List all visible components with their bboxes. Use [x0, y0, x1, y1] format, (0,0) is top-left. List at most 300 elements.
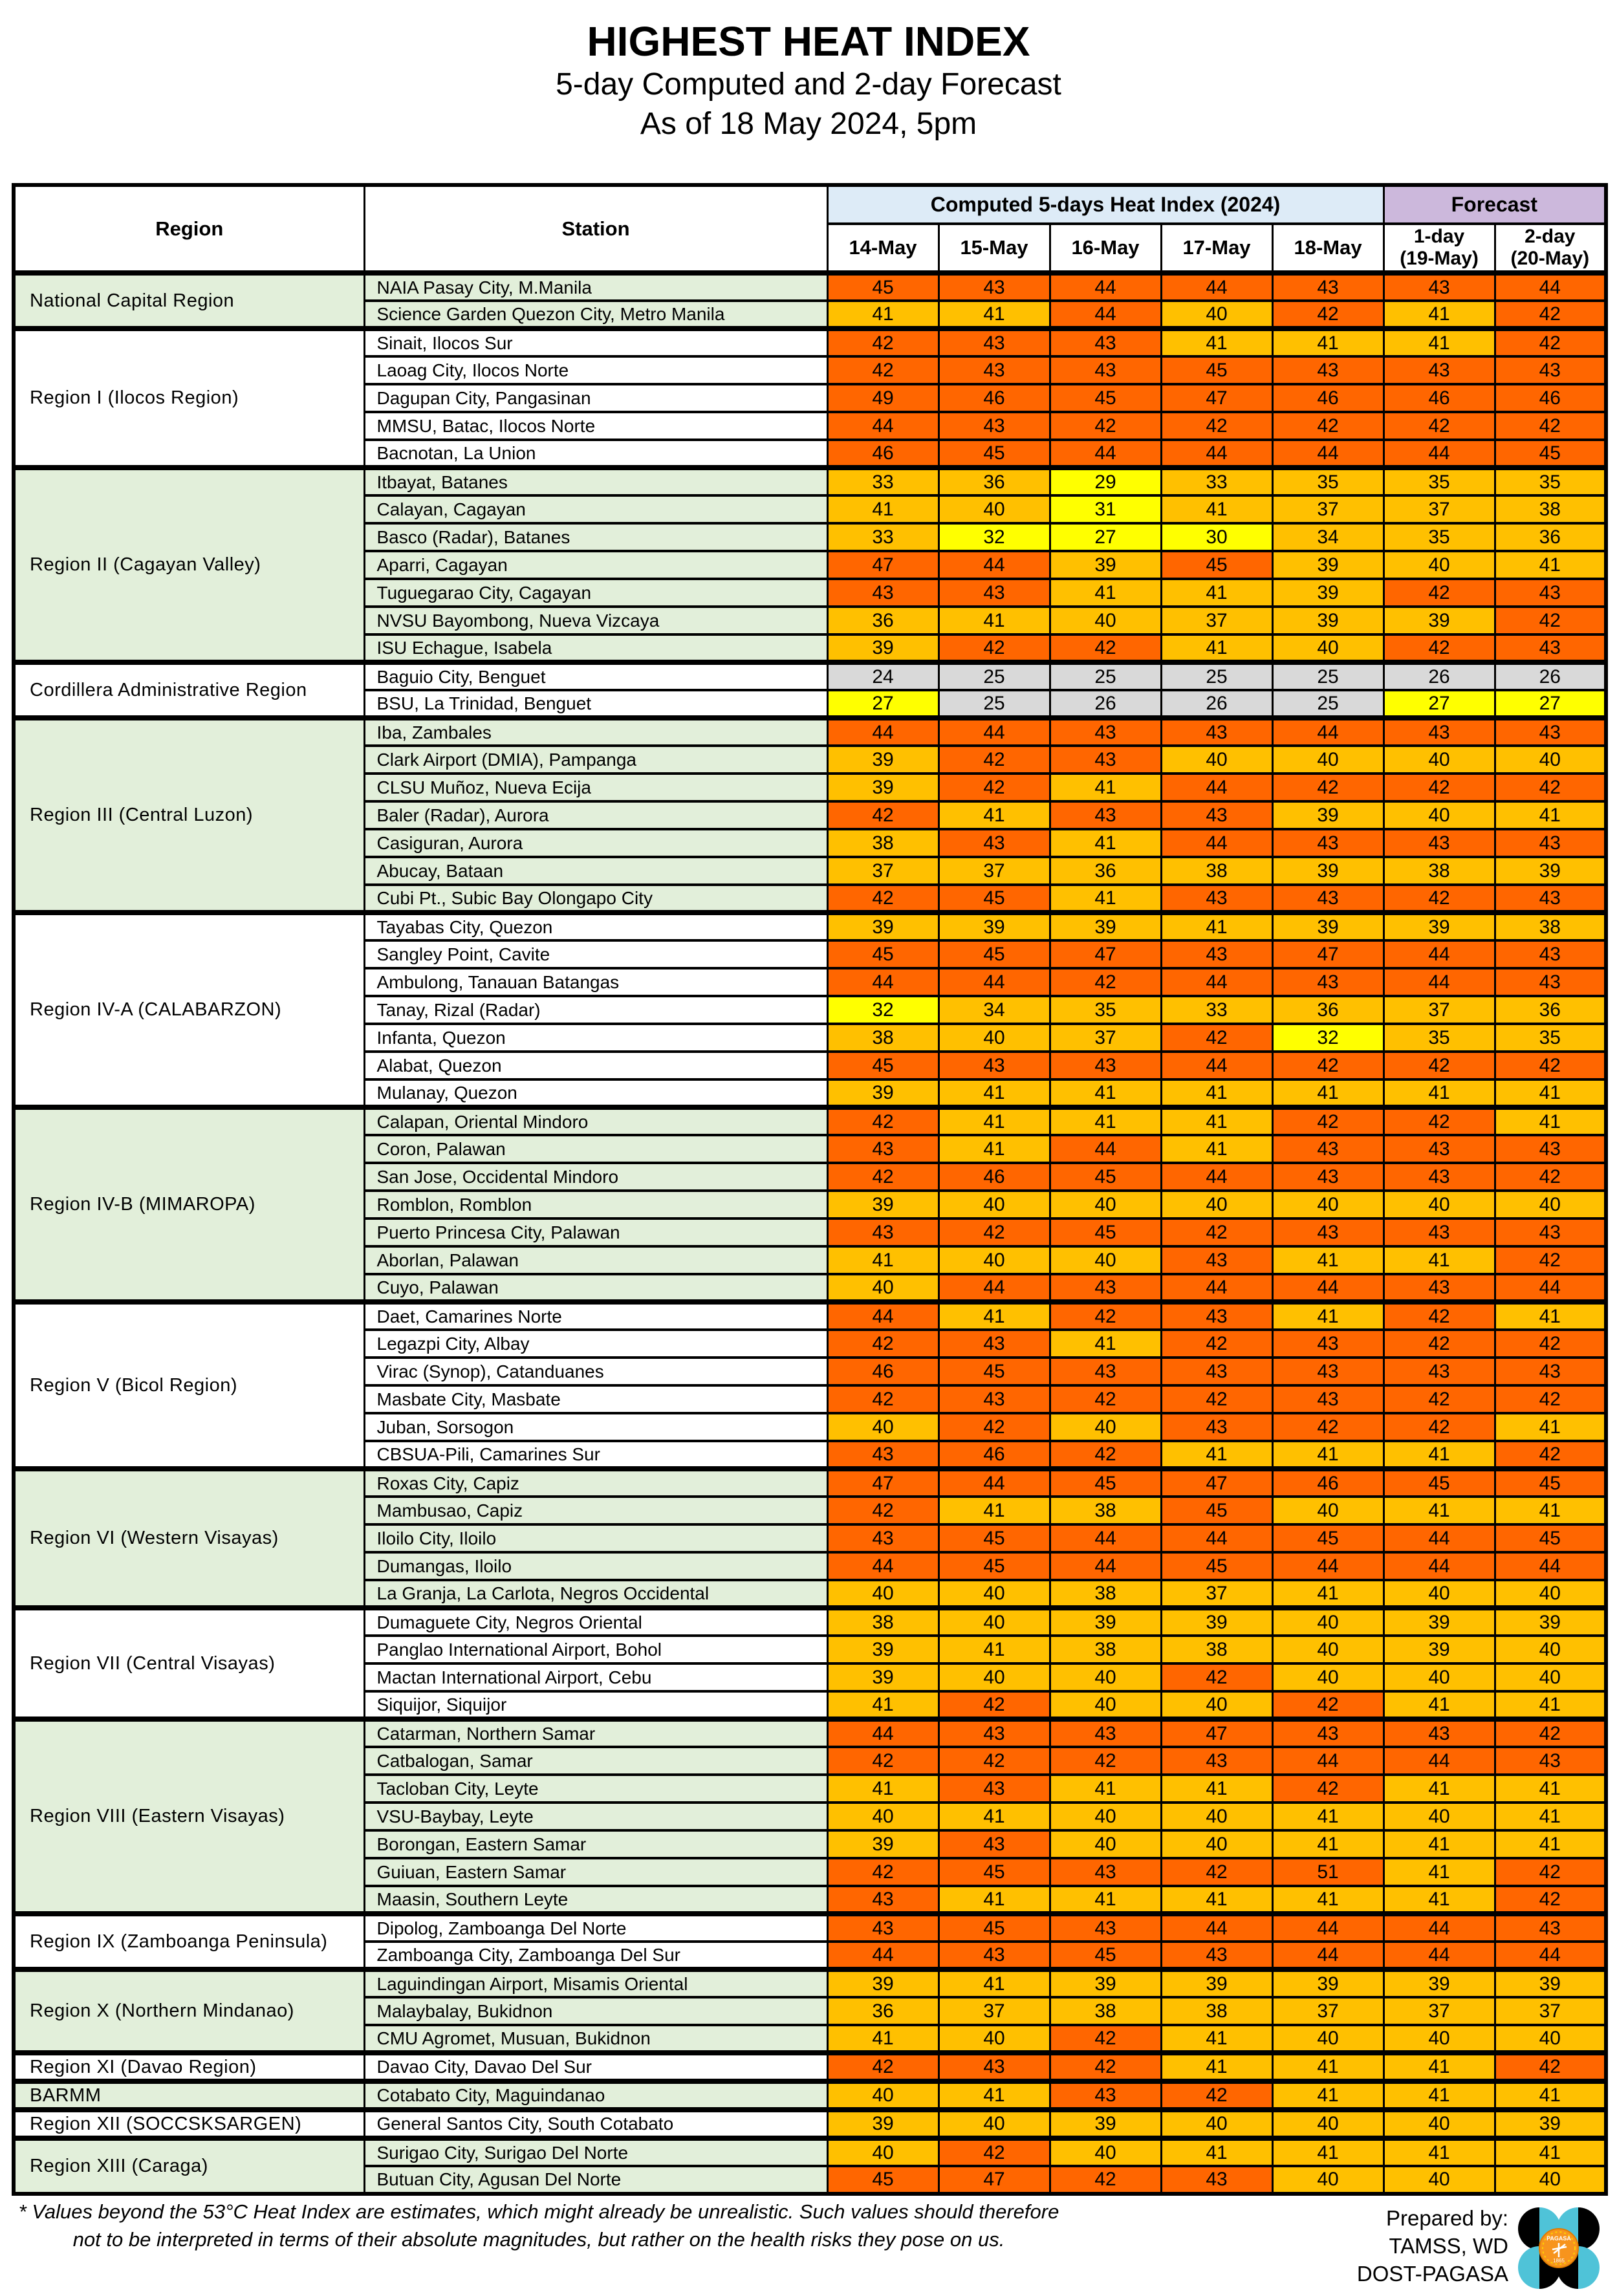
station-cell: Abucay, Bataan — [364, 857, 827, 885]
heat-index-value-cell: 41 — [1384, 1775, 1495, 1803]
station-cell: Laguindingan Airport, Misamis Oriental — [364, 1969, 827, 1997]
heat-index-value-cell: 46 — [1272, 384, 1384, 412]
table-row — [14, 1914, 1606, 1942]
table-row — [14, 2138, 1606, 2166]
heat-index-value-cell: 40 — [827, 1413, 939, 1441]
heat-index-value-cell: 43 — [1272, 356, 1384, 384]
prepared-by-block — [1120, 2204, 1508, 2288]
heat-index-value-cell: 47 — [827, 1469, 939, 1497]
heat-index-value-cell: 44 — [1050, 301, 1161, 329]
heat-index-value-cell: 44 — [1495, 1942, 1606, 1969]
station-cell: Basco (Radar), Batanes — [364, 523, 827, 551]
heat-index-value-cell: 43 — [1050, 718, 1161, 746]
heat-index-value-cell: 40 — [1272, 1663, 1384, 1691]
heat-index-value-cell: 39 — [1495, 2110, 1606, 2138]
heat-index-value-cell: 41 — [939, 2081, 1050, 2110]
heat-index-value-cell: 40 — [1050, 1413, 1161, 1441]
heat-index-value-cell: 41 — [1050, 1775, 1161, 1803]
heat-index-value-cell: 43 — [1495, 968, 1606, 996]
heat-index-value-cell: 25 — [939, 690, 1050, 718]
heat-index-value-cell: 41 — [939, 1302, 1050, 1330]
station-cell: NAIA Pasay City, M.Manila — [364, 273, 827, 301]
station-cell: Calapan, Oriental Mindoro — [364, 1107, 827, 1135]
heat-index-value-cell: 40 — [1272, 1497, 1384, 1524]
heat-index-value-cell: 41 — [939, 301, 1050, 329]
region-cell: Cordillera Administrative Region — [14, 662, 364, 718]
station-cell: Mactan International Airport, Cebu — [364, 1663, 827, 1691]
heat-index-value-cell: 41 — [1272, 1079, 1384, 1107]
heat-index-value-cell: 40 — [1495, 1663, 1606, 1691]
station-cell: Baguio City, Benguet — [364, 662, 827, 690]
heat-index-value-cell: 40 — [1384, 801, 1495, 829]
table-row — [14, 1469, 1606, 1497]
heat-index-value-cell: 41 — [827, 1775, 939, 1803]
heat-index-value-cell: 42 — [1272, 774, 1384, 801]
heat-index-value-cell: 43 — [1161, 885, 1272, 913]
heat-index-value-cell: 41 — [1272, 1246, 1384, 1274]
heat-index-value-cell: 39 — [1384, 1969, 1495, 1997]
heat-index-value-cell: 37 — [1384, 996, 1495, 1024]
heat-index-value-cell: 44 — [827, 1552, 939, 1580]
heat-index-value-cell: 41 — [1495, 1830, 1606, 1858]
heat-index-value-cell: 44 — [1272, 1914, 1384, 1942]
station-cell: San Jose, Occidental Mindoro — [364, 1163, 827, 1191]
heat-index-value-cell: 39 — [827, 913, 939, 940]
heat-index-value-cell: 45 — [939, 1914, 1050, 1942]
as-of-date: As of 18 May 2024, 5pm — [640, 107, 977, 141]
heat-index-value-cell: 44 — [1272, 1747, 1384, 1775]
heat-index-value-cell: 44 — [1384, 940, 1495, 968]
heat-index-value-cell: 44 — [1161, 1524, 1272, 1552]
station-column-header: Station — [364, 185, 827, 273]
date-header-15may: 15-May — [939, 224, 1050, 273]
heat-index-value-cell: 42 — [939, 1413, 1050, 1441]
heat-index-value-cell: 41 — [1272, 1580, 1384, 1608]
heat-index-value-cell: 36 — [1495, 523, 1606, 551]
station-cell: Baler (Radar), Aurora — [364, 801, 827, 829]
heat-index-value-cell: 40 — [939, 1191, 1050, 1218]
heat-index-value-cell: 41 — [1495, 1497, 1606, 1524]
region-cell: Region XII (SOCCSKSARGEN) — [14, 2110, 364, 2138]
heat-index-value-cell: 42 — [1272, 301, 1384, 329]
station-cell: Dipolog, Zamboanga Del Norte — [364, 1914, 827, 1942]
table-row — [14, 1969, 1606, 1997]
heat-index-value-cell: 47 — [1050, 940, 1161, 968]
heat-index-value-cell: 40 — [1161, 746, 1272, 774]
heat-index-value-cell: 43 — [939, 329, 1050, 356]
heat-index-value-cell: 42 — [1495, 301, 1606, 329]
heat-index-value-cell: 41 — [827, 1246, 939, 1274]
table-row — [14, 1107, 1606, 1135]
heat-index-value-cell: 41 — [939, 1107, 1050, 1135]
station-cell: BSU, La Trinidad, Benguet — [364, 690, 827, 718]
heat-index-value-cell: 39 — [827, 1636, 939, 1663]
heat-index-value-cell: 40 — [1050, 1663, 1161, 1691]
heat-index-value-cell: 40 — [1161, 1830, 1272, 1858]
forecast-1day-label: 1-day — [1413, 226, 1465, 247]
heat-index-value-cell: 38 — [1050, 1636, 1161, 1663]
heat-index-value-cell: 41 — [1495, 801, 1606, 829]
heat-index-value-cell: 33 — [1161, 996, 1272, 1024]
heat-index-value-cell: 39 — [827, 1969, 939, 1997]
station-cell: Mulanay, Quezon — [364, 1079, 827, 1107]
heat-index-value-cell: 41 — [1384, 1079, 1495, 1107]
heat-index-value-cell: 42 — [1050, 2053, 1161, 2081]
station-cell: Laoag City, Ilocos Norte — [364, 356, 827, 384]
region-cell: Region VIII (Eastern Visayas) — [14, 1719, 364, 1914]
station-cell: CBSUA-Pili, Camarines Sur — [364, 1441, 827, 1469]
heat-index-value-cell: 41 — [1495, 1107, 1606, 1135]
heat-index-value-cell: 40 — [1384, 2166, 1495, 2194]
heat-index-value-cell: 43 — [827, 1914, 939, 1942]
heat-index-value-cell: 37 — [1384, 495, 1495, 523]
heat-index-value-cell: 41 — [1161, 1135, 1272, 1163]
heat-index-value-cell: 42 — [1384, 1385, 1495, 1413]
heat-index-value-cell: 38 — [1050, 1997, 1161, 2025]
heat-index-value-cell: 43 — [1161, 718, 1272, 746]
heat-index-value-cell: 43 — [1050, 1858, 1161, 1886]
heat-index-value-cell: 41 — [1384, 2053, 1495, 2081]
heat-index-value-cell: 41 — [1384, 1858, 1495, 1886]
heat-index-value-cell: 41 — [1272, 329, 1384, 356]
heat-index-value-cell: 45 — [939, 1552, 1050, 1580]
station-cell: Romblon, Romblon — [364, 1191, 827, 1218]
heat-index-value-cell: 41 — [1161, 913, 1272, 940]
heat-index-value-cell: 45 — [1272, 1524, 1384, 1552]
heat-index-value-cell: 40 — [939, 495, 1050, 523]
heat-index-value-cell: 35 — [1495, 1024, 1606, 1052]
station-cell: MMSU, Batac, Ilocos Norte — [364, 412, 827, 440]
heat-index-value-cell: 38 — [1384, 857, 1495, 885]
heat-index-value-cell: 47 — [1161, 384, 1272, 412]
heat-index-value-cell: 41 — [1495, 1775, 1606, 1803]
heat-index-value-cell: 43 — [827, 1886, 939, 1914]
station-cell: Science Garden Quezon City, Metro Manila — [364, 301, 827, 329]
heat-index-value-cell: 41 — [1050, 774, 1161, 801]
heat-index-value-cell: 43 — [1272, 1218, 1384, 1246]
heat-index-value-cell: 39 — [827, 1830, 939, 1858]
heat-index-value-cell: 42 — [827, 801, 939, 829]
heat-index-value-cell: 37 — [827, 857, 939, 885]
heat-index-value-cell: 25 — [939, 662, 1050, 690]
heat-index-value-cell: 43 — [1495, 1747, 1606, 1775]
heat-index-value-cell: 43 — [939, 1330, 1050, 1358]
heat-index-value-cell: 39 — [1272, 801, 1384, 829]
heat-index-value-cell: 43 — [939, 1942, 1050, 1969]
heat-index-value-cell: 42 — [1495, 1441, 1606, 1469]
heat-index-value-cell: 44 — [1384, 968, 1495, 996]
heat-index-value-cell: 41 — [1384, 1497, 1495, 1524]
heat-index-value-cell: 40 — [939, 1663, 1050, 1691]
station-cell: Ambulong, Tanauan Batangas — [364, 968, 827, 996]
region-cell: Region IV-B (MIMAROPA) — [14, 1107, 364, 1302]
heat-index-value-cell: 32 — [939, 523, 1050, 551]
heat-index-value-cell: 44 — [1272, 440, 1384, 468]
heat-index-value-cell: 42 — [827, 885, 939, 913]
heat-index-value-cell: 41 — [1161, 579, 1272, 607]
heat-index-value-cell: 43 — [1384, 1163, 1495, 1191]
station-cell: ISU Echague, Isabela — [364, 634, 827, 662]
heat-index-value-cell: 42 — [1495, 1330, 1606, 1358]
heat-index-value-cell: 40 — [1384, 2110, 1495, 2138]
table-group-header-row — [14, 185, 1606, 224]
heat-index-value-cell: 39 — [1384, 913, 1495, 940]
heat-index-value-cell: 43 — [1050, 1914, 1161, 1942]
station-cell: Cuyo, Palawan — [364, 1274, 827, 1302]
heat-index-value-cell: 32 — [827, 996, 939, 1024]
heat-index-value-cell: 40 — [1384, 2025, 1495, 2053]
heat-index-value-cell: 40 — [1495, 2025, 1606, 2053]
heat-index-value-cell: 43 — [1384, 1358, 1495, 1385]
heat-index-value-cell: 39 — [1272, 913, 1384, 940]
heat-index-value-cell: 43 — [939, 579, 1050, 607]
heat-index-value-cell: 43 — [1161, 940, 1272, 968]
heat-index-value-cell: 45 — [939, 1858, 1050, 1886]
heat-index-value-cell: 46 — [827, 1358, 939, 1385]
heat-index-value-cell: 40 — [1050, 607, 1161, 634]
station-cell: Dumaguete City, Negros Oriental — [364, 1608, 827, 1636]
heat-index-value-cell: 37 — [1161, 607, 1272, 634]
station-cell: Dumangas, Iloilo — [364, 1552, 827, 1580]
station-cell: Maasin, Southern Leyte — [364, 1886, 827, 1914]
heat-index-value-cell: 43 — [939, 829, 1050, 857]
region-cell: Region III (Central Luzon) — [14, 718, 364, 913]
heat-index-value-cell: 43 — [1050, 1358, 1161, 1385]
heat-index-value-cell: 41 — [1384, 301, 1495, 329]
heat-index-value-cell: 40 — [1161, 2110, 1272, 2138]
heat-index-value-cell: 43 — [1161, 1747, 1272, 1775]
heat-index-value-cell: 41 — [1050, 1886, 1161, 1914]
heat-index-value-cell: 42 — [1495, 774, 1606, 801]
heat-index-value-cell: 38 — [827, 1024, 939, 1052]
heat-index-value-cell: 42 — [1495, 1246, 1606, 1274]
heat-index-value-cell: 43 — [1272, 1163, 1384, 1191]
heat-index-value-cell: 44 — [939, 551, 1050, 579]
station-cell: Borongan, Eastern Samar — [364, 1830, 827, 1858]
heat-index-value-cell: 43 — [1272, 1719, 1384, 1747]
region-cell: Region VI (Western Visayas) — [14, 1469, 364, 1608]
station-cell: Tayabas City, Quezon — [364, 913, 827, 940]
heat-index-value-cell: 44 — [1384, 1552, 1495, 1580]
station-cell: Tuguegarao City, Cagayan — [364, 579, 827, 607]
station-cell: Malaybalay, Bukidnon — [364, 1997, 827, 2025]
heat-index-value-cell: 40 — [939, 1246, 1050, 1274]
table-row — [14, 468, 1606, 495]
heat-index-value-cell: 39 — [1272, 579, 1384, 607]
heat-index-value-cell: 43 — [939, 1830, 1050, 1858]
heat-index-value-cell: 42 — [939, 1218, 1050, 1246]
heat-index-value-cell: 43 — [1272, 1330, 1384, 1358]
heat-index-value-cell: 40 — [939, 2025, 1050, 2053]
heat-index-value-cell: 39 — [1050, 551, 1161, 579]
heat-index-value-cell: 45 — [1161, 1497, 1272, 1524]
station-cell: Catbalogan, Samar — [364, 1747, 827, 1775]
station-cell: Iloilo City, Iloilo — [364, 1524, 827, 1552]
heat-index-value-cell: 42 — [1050, 2166, 1161, 2194]
heat-index-value-cell: 44 — [1384, 440, 1495, 468]
forecast-header-2day — [1495, 224, 1606, 273]
heat-index-value-cell: 46 — [827, 440, 939, 468]
station-cell: Sangley Point, Cavite — [364, 940, 827, 968]
heat-index-value-cell: 40 — [1161, 1803, 1272, 1830]
heat-index-value-cell: 40 — [1384, 551, 1495, 579]
heat-index-value-cell: 41 — [1161, 2053, 1272, 2081]
heat-index-value-cell: 43 — [1161, 1302, 1272, 1330]
heat-index-value-cell: 44 — [827, 1942, 939, 1969]
heat-index-value-cell: 43 — [1272, 885, 1384, 913]
heat-index-value-cell: 43 — [1384, 273, 1495, 301]
heat-index-value-cell: 40 — [1272, 1636, 1384, 1663]
heat-index-value-cell: 43 — [1495, 356, 1606, 384]
heat-index-value-cell: 37 — [939, 1997, 1050, 2025]
station-cell: Cubi Pt., Subic Bay Olongapo City — [364, 885, 827, 913]
station-cell: Siquijor, Siquijor — [364, 1691, 827, 1719]
heat-index-value-cell: 44 — [1272, 1552, 1384, 1580]
heat-index-value-cell: 42 — [1161, 1024, 1272, 1052]
heat-index-value-cell: 42 — [1384, 1413, 1495, 1441]
heat-index-value-cell: 42 — [1495, 1858, 1606, 1886]
heat-index-value-cell: 44 — [939, 968, 1050, 996]
heat-index-value-cell: 42 — [1272, 412, 1384, 440]
region-cell: National Capital Region — [14, 273, 364, 329]
heat-index-value-cell: 41 — [1272, 1441, 1384, 1469]
station-cell: Catarman, Northern Samar — [364, 1719, 827, 1747]
heat-index-value-cell: 40 — [1384, 1803, 1495, 1830]
page-title: HIGHEST HEAT INDEX — [587, 18, 1030, 65]
table-row — [14, 329, 1606, 356]
heat-index-value-cell: 42 — [827, 1747, 939, 1775]
station-cell: Mambusao, Capiz — [364, 1497, 827, 1524]
heat-index-value-cell: 43 — [827, 579, 939, 607]
heat-index-value-cell: 39 — [827, 1191, 939, 1218]
heat-index-value-cell: 43 — [1161, 1413, 1272, 1441]
heat-index-value-cell: 40 — [1050, 2138, 1161, 2166]
heat-index-value-cell: 44 — [1384, 1942, 1495, 1969]
heat-index-value-cell: 44 — [1495, 1274, 1606, 1302]
heat-index-value-cell: 42 — [1161, 1218, 1272, 1246]
forecast-2day-label: 2-day — [1525, 226, 1576, 247]
heat-index-value-cell: 39 — [1384, 1636, 1495, 1663]
heat-index-value-cell: 40 — [939, 1608, 1050, 1636]
heat-index-value-cell: 45 — [827, 1052, 939, 1079]
station-cell: Cotabato City, Maguindanao — [364, 2081, 827, 2110]
heat-index-value-cell: 41 — [1050, 1330, 1161, 1358]
heat-index-value-cell: 41 — [1384, 1691, 1495, 1719]
heat-index-value-cell: 41 — [1384, 329, 1495, 356]
heat-index-value-cell: 41 — [1272, 1830, 1384, 1858]
heat-index-value-cell: 43 — [1272, 273, 1384, 301]
heat-index-value-cell: 46 — [939, 1163, 1050, 1191]
heat-index-value-cell: 42 — [1161, 2081, 1272, 2110]
table-row — [14, 2081, 1606, 2110]
heat-index-value-cell: 46 — [939, 384, 1050, 412]
heat-index-value-cell: 40 — [1050, 1803, 1161, 1830]
heat-index-value-cell: 46 — [1272, 1469, 1384, 1497]
heat-index-value-cell: 39 — [1050, 2110, 1161, 2138]
heat-index-value-cell: 41 — [1050, 1107, 1161, 1135]
heat-index-value-cell: 41 — [1161, 2025, 1272, 2053]
station-cell: Guiuan, Eastern Samar — [364, 1858, 827, 1886]
region-cell: BARMM — [14, 2081, 364, 2110]
heat-index-value-cell: 42 — [1495, 607, 1606, 634]
heat-index-value-cell: 44 — [939, 718, 1050, 746]
heat-index-value-cell: 45 — [939, 1524, 1050, 1552]
heat-index-value-cell: 38 — [1050, 1580, 1161, 1608]
heat-index-value-cell: 34 — [1272, 523, 1384, 551]
heat-index-value-cell: 43 — [939, 1775, 1050, 1803]
heat-index-value-cell: 26 — [1050, 690, 1161, 718]
prepared-by-label: Prepared by: — [1386, 2206, 1508, 2230]
heat-index-value-cell: 38 — [827, 829, 939, 857]
heat-index-value-cell: 41 — [939, 1079, 1050, 1107]
heat-index-value-cell: 44 — [1050, 273, 1161, 301]
heat-index-value-cell: 44 — [1050, 1524, 1161, 1552]
heat-index-value-cell: 39 — [827, 2110, 939, 2138]
heat-index-value-cell: 24 — [827, 662, 939, 690]
heat-index-value-cell: 49 — [827, 384, 939, 412]
heat-index-value-cell: 36 — [827, 607, 939, 634]
region-cell: Region X (Northern Mindanao) — [14, 1969, 364, 2053]
prepared-by-unit: TAMSS, WD — [1389, 2234, 1508, 2258]
heat-index-value-cell: 39 — [827, 1663, 939, 1691]
heat-index-value-cell: 44 — [827, 1302, 939, 1330]
station-cell: Tanay, Rizal (Radar) — [364, 996, 827, 1024]
heat-index-value-cell: 47 — [1272, 940, 1384, 968]
heat-index-value-cell: 42 — [827, 1330, 939, 1358]
table-row — [14, 662, 1606, 690]
heat-index-value-cell: 41 — [1495, 1413, 1606, 1441]
heat-index-value-cell: 41 — [939, 607, 1050, 634]
heat-index-value-cell: 43 — [939, 1385, 1050, 1413]
heat-index-value-cell: 40 — [1384, 1663, 1495, 1691]
station-cell: Zamboanga City, Zamboanga Del Sur — [364, 1942, 827, 1969]
heat-index-value-cell: 41 — [1050, 1079, 1161, 1107]
table-row — [14, 2110, 1606, 2138]
heat-index-value-cell: 44 — [1161, 774, 1272, 801]
heat-index-value-cell: 41 — [1495, 1691, 1606, 1719]
heat-index-value-cell: 43 — [1050, 356, 1161, 384]
heat-index-value-cell: 41 — [1495, 551, 1606, 579]
heat-index-value-cell: 35 — [1495, 468, 1606, 495]
heat-index-value-cell: 26 — [1384, 662, 1495, 690]
station-cell: Surigao City, Surigao Del Norte — [364, 2138, 827, 2166]
heat-index-value-cell: 42 — [1272, 1691, 1384, 1719]
heat-index-value-cell: 42 — [1495, 1052, 1606, 1079]
heat-index-value-cell: 25 — [1050, 662, 1161, 690]
station-cell: Calayan, Cagayan — [364, 495, 827, 523]
heat-index-value-cell: 43 — [1384, 829, 1495, 857]
heat-index-value-cell: 43 — [827, 1135, 939, 1163]
heat-index-value-cell: 42 — [939, 774, 1050, 801]
region-column-header: Region — [14, 185, 364, 273]
heat-index-value-cell: 42 — [1495, 1163, 1606, 1191]
heat-index-value-cell: 45 — [827, 2166, 939, 2194]
station-cell: Butuan City, Agusan Del Norte — [364, 2166, 827, 2194]
heat-index-value-cell: 44 — [827, 718, 939, 746]
heat-index-value-cell: 44 — [1161, 1163, 1272, 1191]
heat-index-value-cell: 42 — [827, 329, 939, 356]
heat-index-value-cell: 44 — [1272, 718, 1384, 746]
heat-index-value-cell: 45 — [1161, 1552, 1272, 1580]
heat-index-value-cell: 42 — [1384, 1052, 1495, 1079]
heat-index-value-cell: 35 — [1384, 468, 1495, 495]
forecast-2day-date: (20-May) — [1510, 248, 1590, 269]
forecast-header-1day — [1384, 224, 1495, 273]
heat-index-value-cell: 40 — [1272, 1608, 1384, 1636]
heat-index-value-cell: 42 — [827, 1858, 939, 1886]
heat-index-value-cell: 42 — [1272, 1775, 1384, 1803]
heat-index-value-cell: 33 — [827, 523, 939, 551]
